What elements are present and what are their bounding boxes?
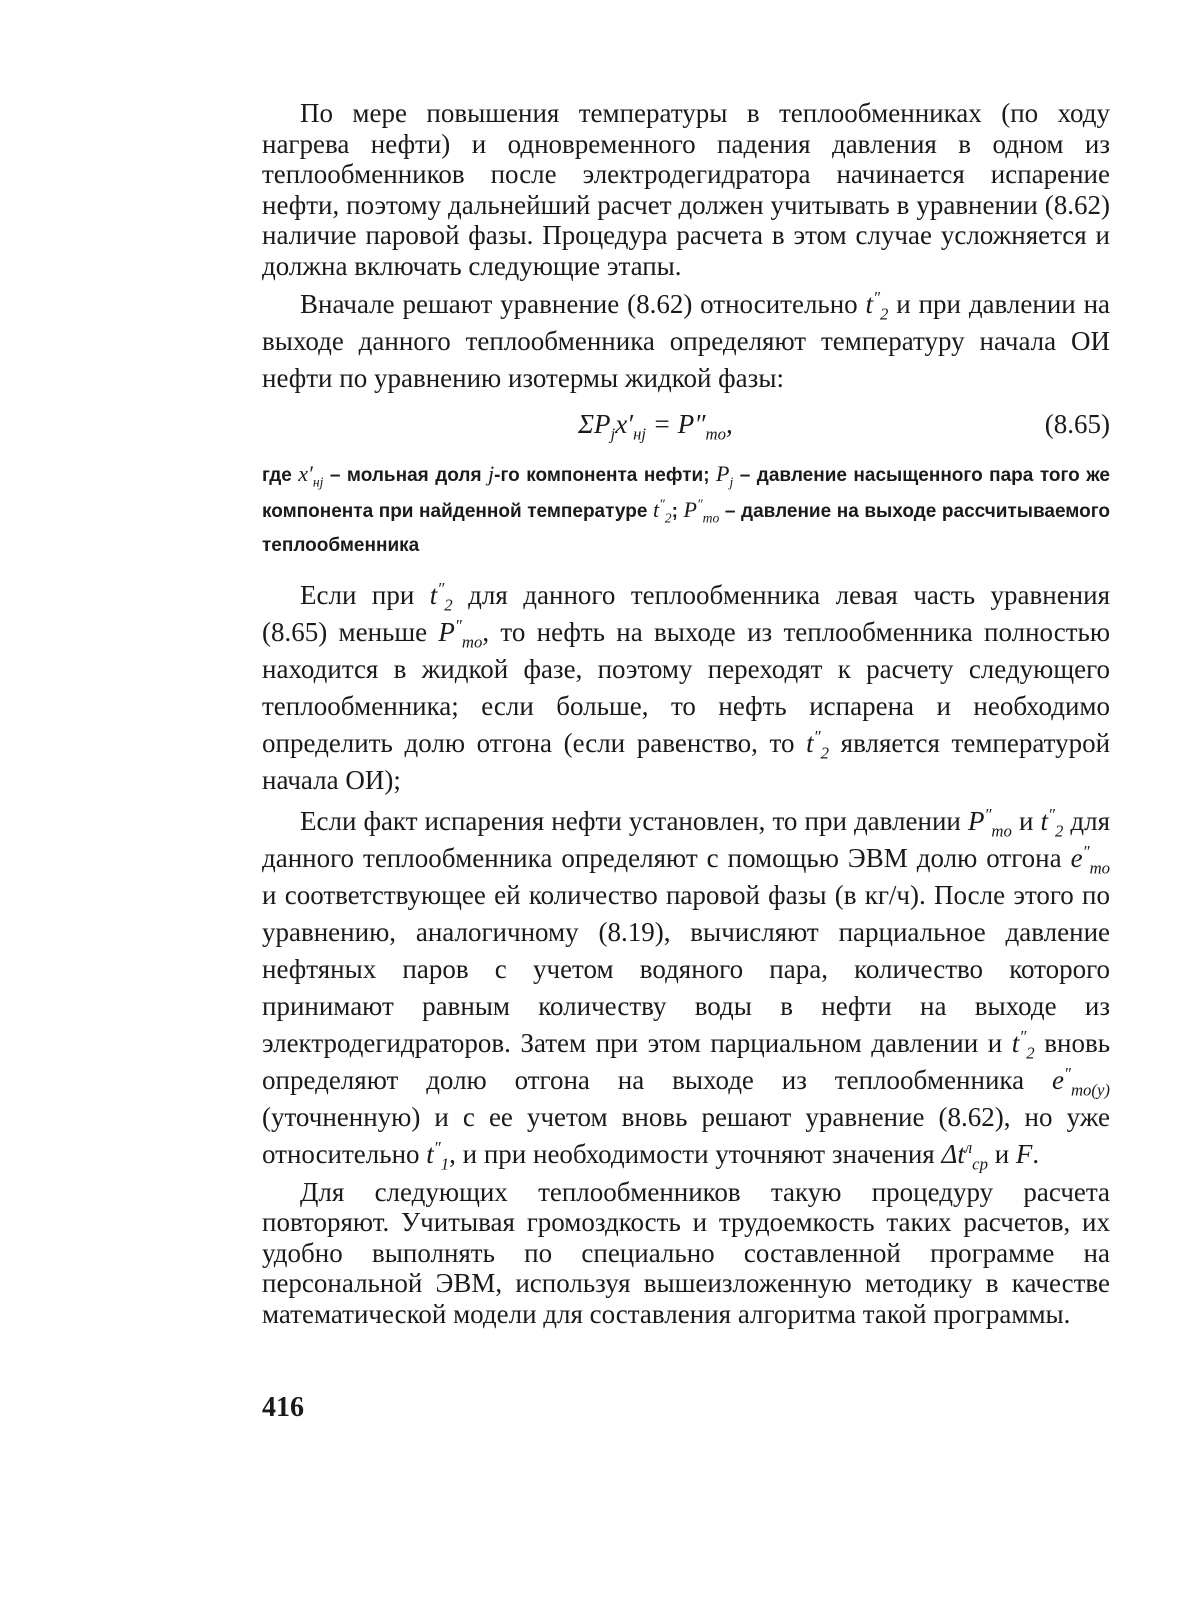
formula-note: где $x'_{нj}$ – мольная доля j-го компонента нефти; $P_j$ – давление насыщенного пара того же компонента при найденной температуре $t''_2$; $P''_{то}$ – давление на выходе рассчитываемого теплообменника: [262, 460, 1111, 556]
paragraph-1: По мере повышения температуры в теплообменниках (по ходу нагрева нефти) и одновременного падения давления в одном из теплообменников после электродегидратора начинается испарение нефти, поэтому дальнейший расчет должен учитывать в уравнении (8.62) наличие паровой фазы. Процедура расчета в этом случае усложняется и должна включать следующие этапы.: [262, 98, 1110, 281]
paragraph-2: Вначале решают уравнение (8.62) относительно $t''_2$ и при давлении на выходе данного теплообменника определяют температуру начала ОИ нефти по уравнению изотермы жидкой фазы:: [262, 287, 1111, 393]
paragraph-3: Если при $t''_2$ для данного теплообменника левая часть уравнения (8.65) меньше $P''_{то}$, то нефть на выходе из теплообменника полностью находится в жидкой фазе, поэтому переходят к расчету следующего теплообменника; если больше, то нефть испарена и необходимо определить долю отгона (если равенство, то $t''_2$ является температурой начала ОИ);: [262, 578, 1111, 795]
formula-expression: $\Sigma P_jx'_{нj} = P''_{то}$,: [578, 408, 733, 443]
paragraph-5: Для следующих теплообменников такую процедуру расчета повторяют. Учитывая громоздкость и трудоемкость таких расчетов, их удобно выполнять по специально составленной программе на персональной ЭВМ, используя вышеизложенную методику в качестве математической модели для составления алгоритма такой программы.: [262, 1176, 1110, 1329]
body-text: [262, 98, 1110, 1330]
paragraph-4: Если факт испарения нефти установлен, то при давлении $P''_{то}$ и $t''_2$ для данного теплообменника определяют с помощью ЭВМ долю отгона $e''_{то}$ и соответствующее ей количество паровой фазы (в кг/ч). После этого по уравнению, аналогичному (8.19), вычисляют парциальное давление нефтяных паров с учетом водяного пара, количество которого принимают равным количеству воды в нефти на выходе из электродегидраторов. Затем при этом парциальном давлении и $t''_2$ вновь определяют долю отгона на выходе из теплообменника $e''_{то(у)}$ (уточненную) и с ее учетом вновь решают уравнение (8.62), но уже относительно $t''_1$, и при необходимости уточняют значения $\Delta t^л_{ср}$ и F.: [262, 804, 1111, 1173]
formula-number: (8.65): [1044, 408, 1110, 439]
symbol-t2: $t''_2$: [865, 287, 889, 323]
page-number: 416: [262, 1392, 304, 1423]
formula-8-65: [262, 403, 1110, 449]
